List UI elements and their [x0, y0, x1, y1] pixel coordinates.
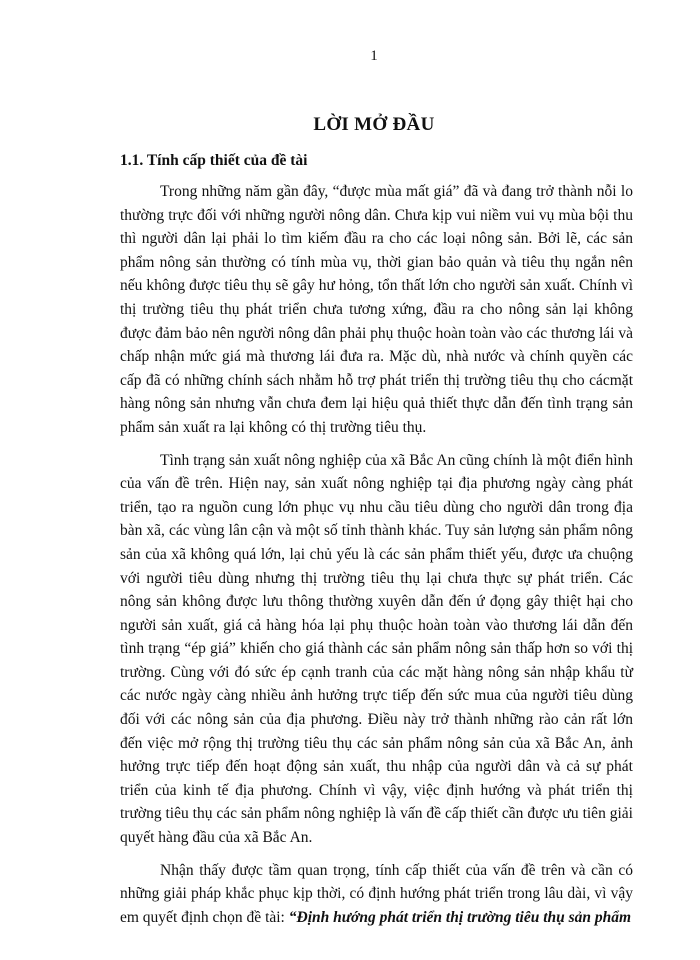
paragraph-3-text: Nhận thấy được tầm quan trọng, tính cấp thiết của vấn đề trên và cần có những giải pháp khắc phục kịp thời, có định hướng phát triển trong lâu dài, vì vậy em quyết định chọn đề tài: [120, 861, 633, 926]
page-title: LỜI MỞ ĐẦU [313, 114, 435, 135]
section-heading: 1.1. Tính cấp thiết của đề tài [120, 152, 308, 169]
thesis-topic: “Định hướng phát triển thị trường tiêu thụ sản phẩm [288, 908, 632, 926]
paragraph-3 [120, 859, 633, 930]
page-number: 1 [370, 48, 378, 64]
body-text [120, 180, 633, 938]
paragraph-2: Tình trạng sản xuất nông nghiệp của xã Bắc An cũng chính là một điển hình của vấn đề trên. Hiện nay, sản xuất nông nghiệp tại địa phương ngày càng phát triển, tạo ra nguồn cung lớn phục vụ nhu cầu tiêu dùng cho người dân trong địa bàn xã, các vùng lân cận và một số tỉnh thành khác. Tuy sản lượng sản phẩm nông sản của xã không quá lớn, lại chủ yếu là các sản phẩm thiết yếu, được ưa chuộng với người tiêu dùng nhưng thị trường tiêu thụ lại chưa thực sự phát triển. Các nông sản không được lưu thông thường xuyên dẫn đến ứ đọng gây thiệt hại cho người sản xuất, giá cả hàng hóa lại phụ thuộc hoàn toàn vào thương lái dẫn đến tình trạng “ép giá” khiến cho giá thành các sản phẩm nông sản thấp hơn so với thị trường. Cùng với đó sức ép cạnh tranh của các mặt hàng nông sản nhập khẩu từ các nước ngày càng nhiều ảnh hưởng trực tiếp đến sức mua của người tiêu dùng đối với các nông sản của địa phương. Điều này trở thành những rào cản rất lớn đến việc mở rộng thị trường tiêu thụ các sản phẩm nông sản của xã Bắc An, ảnh hưởng trực tiếp đến hoạt động sản xuất, thu nhập của người dân và cả sự phát triển của kinh tế địa phương. Chính vì vậy, việc định hướng và phát triển thị trường tiêu thụ các sản phẩm nông nghiệp là vấn đề cấp thiết cần được ưu tiên giải quyết hàng đầu của xã Bắc An. [120, 451, 633, 847]
paragraph-1: Trong những năm gần đây, “được mùa mất giá” đã và đang trở thành nỗi lo thường trực đối với những người nông dân. Chưa kịp vui niềm vui vụ mùa bội thu thì người dân lại phải lo tìm kiếm đầu ra cho các loại nông sản. Bởi lẽ, các sản phẩm nông sản thường có tính mùa vụ, thời gian bảo quản và tiêu thụ ngắn nên nếu không được tiêu thụ sẽ gây hư hỏng, tổn thất lớn cho người sản xuất. Chính vì thị trường tiêu thụ phát triển chưa tương xứng, đầu ra cho nông sản lại không được đảm bảo nên người nông dân phải phụ thuộc hoàn toàn vào các thương lái và chấp nhận mức giá mà thương lái đưa ra. Mặc dù, nhà nước và chính quyền các cấp đã có những chính sách nhằm hỗ trợ phát triển thị trường tiêu thụ cho cácmặt hàng nông sản nhưng vẫn chưa đem lại hiệu quả thiết thực dẫn đến tình trạng sản phẩm sản xuất ra lại không có thị trường tiêu thụ. [120, 183, 633, 436]
